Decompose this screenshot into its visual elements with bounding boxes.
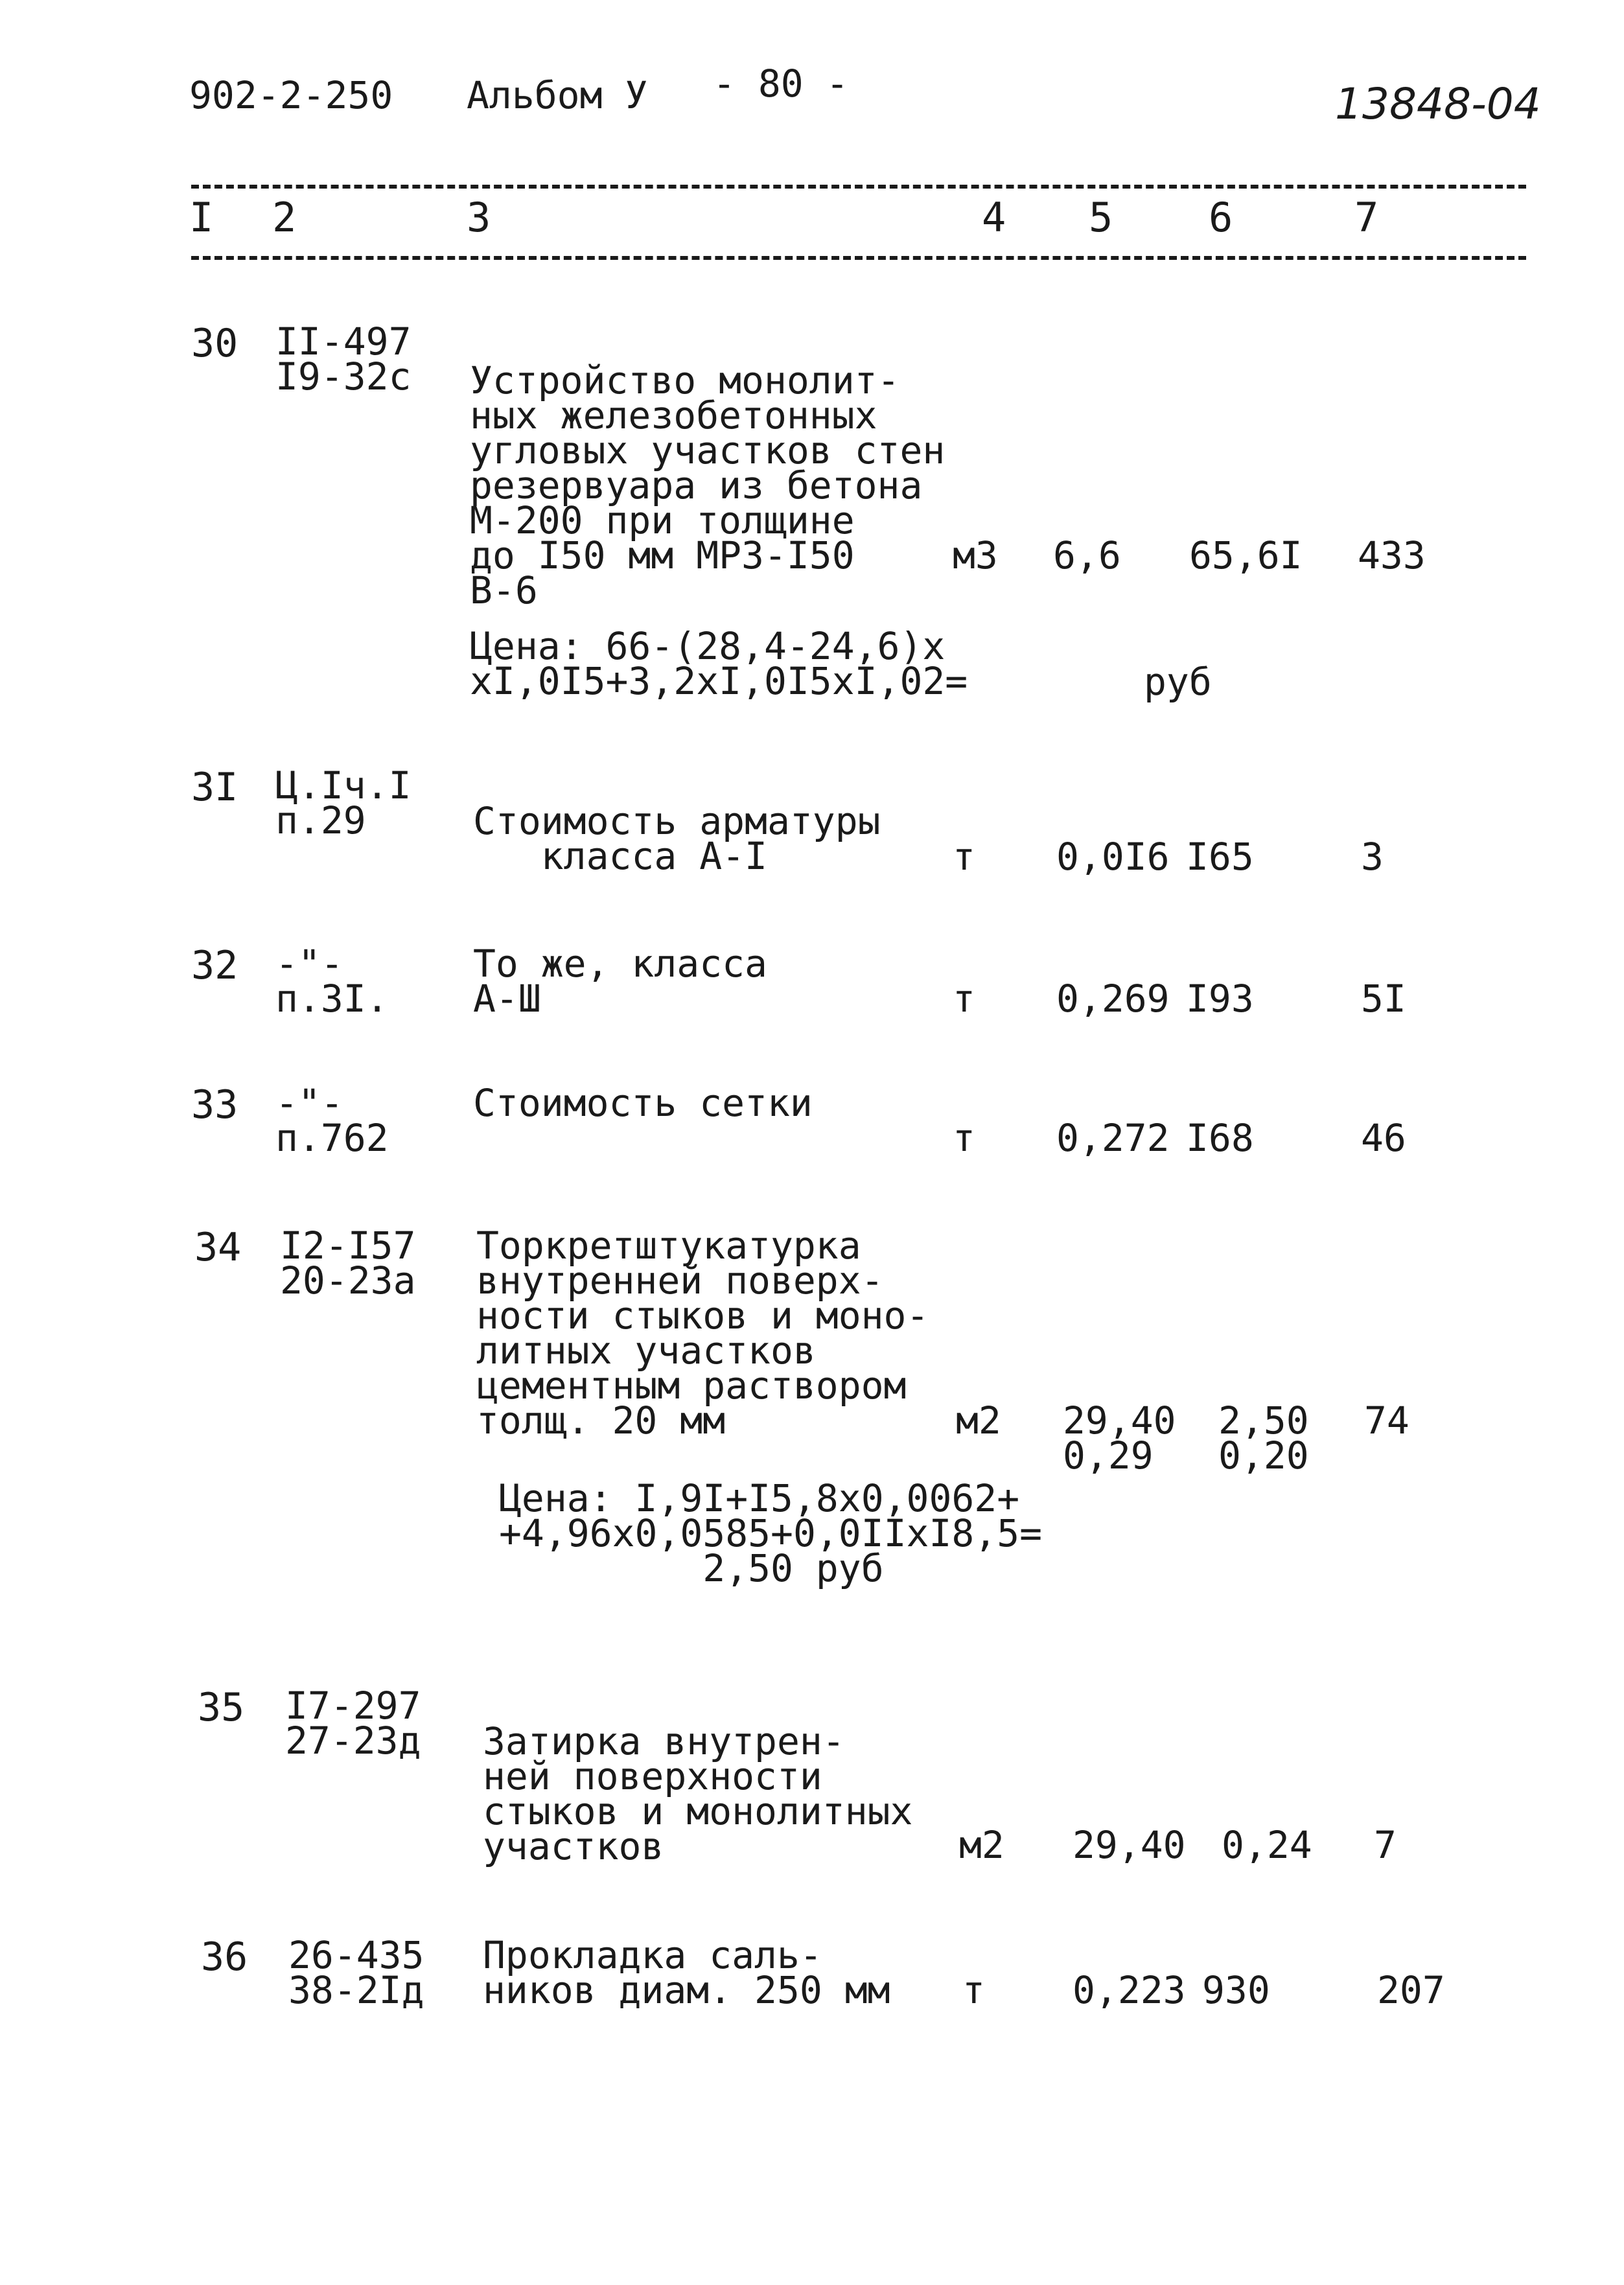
norm-code: I2-I57 20-23а [280, 1224, 416, 1303]
unit-price: I68 [1186, 1116, 1254, 1160]
norm-code: Ц.Iч.I п.29 [275, 763, 412, 842]
quantity: 0,272 [1056, 1116, 1170, 1160]
row-number: 3I [191, 765, 238, 810]
quantity: 0,223 [1073, 1968, 1186, 2012]
col-2: 2 [272, 194, 297, 241]
price-formula: Цена: 66-(28,4-24,6)х хI,0I5+3,2хI,0I5хI,02= [470, 624, 968, 703]
row-number: 32 [191, 943, 238, 988]
unit-price: 930 [1202, 1968, 1270, 2012]
quantity: 0,269 [1056, 977, 1170, 1021]
total-cost: 46 [1361, 1116, 1406, 1160]
quantity: 29,40 [1073, 1823, 1186, 1867]
unit-price: I93 [1186, 977, 1254, 1021]
unit: т [953, 835, 975, 879]
norm-code: I7-297 27-23д [285, 1684, 421, 1763]
quantity: 29,40 0,29 [1063, 1398, 1176, 1478]
row-number: 30 [191, 321, 238, 366]
unit: т [962, 1968, 985, 2012]
norm-code: II-497 I9-32с [275, 319, 412, 399]
unit: м2 [959, 1823, 1004, 1867]
unit-price: I65 [1186, 835, 1254, 879]
unit-price: 0,24 [1222, 1823, 1312, 1867]
col-3: 3 [467, 194, 491, 241]
unit: м3 [953, 533, 998, 577]
price-unit: руб [1144, 660, 1212, 704]
work-description: Стоимость сетки [473, 1081, 813, 1125]
price-formula: Цена: I,9I+I5,8х0,0062+ +4,96х0,0585+0,0IIхI8,5= 2,50 руб [499, 1476, 1043, 1590]
total-cost: 207 [1377, 1968, 1445, 2012]
work-description: Устройство монолит- ных железобетонных угловых участков стен резервуара из бетона М-200 при толщине до I50 мм МРЗ-I50 В-6 [470, 358, 945, 612]
unit-price: 65,6I [1189, 533, 1303, 577]
doc-code: 902-2-250 [189, 73, 393, 117]
col-1: I [189, 194, 214, 241]
norm-code: 26-435 38-2Iд [288, 1933, 424, 2012]
total-cost: 7 [1374, 1823, 1397, 1867]
quantity: 6,6 [1053, 533, 1121, 577]
total-cost: 3 [1361, 835, 1384, 879]
album-label: Альбом У [467, 73, 648, 117]
total-cost: 74 [1364, 1398, 1409, 1443]
total-cost: 433 [1358, 533, 1426, 577]
work-description: Затирка внутрен- ней поверхности стыков и монолитных участков [483, 1719, 913, 1868]
header-rule-top [191, 185, 1526, 189]
row-number: 33 [191, 1082, 238, 1128]
work-description: То же, класса А-Ш [473, 942, 767, 1021]
quantity: 0,0I6 [1056, 835, 1170, 879]
row-number: 36 [201, 1934, 248, 1980]
header-rule-bottom [191, 256, 1526, 260]
unit: т [953, 977, 975, 1021]
unit-price: 2,50 0,20 [1218, 1398, 1309, 1478]
stamp-number: 13848-04 [1335, 79, 1541, 129]
row-number: 34 [194, 1225, 242, 1270]
unit: т [953, 1116, 975, 1160]
page-number: - 80 - [713, 62, 849, 106]
work-description: Стоимость арматуры класса А-I [473, 799, 881, 878]
total-cost: 5I [1361, 977, 1406, 1021]
col-6: 6 [1209, 194, 1233, 241]
col-5: 5 [1089, 194, 1113, 241]
work-description: Торкретштукатурка внутренней поверх- ности стыков и моно- литных участков цементным раствором толщ. 20 мм [476, 1224, 929, 1443]
unit: м2 [956, 1398, 1001, 1443]
col-4: 4 [982, 194, 1006, 241]
norm-code: -"- п.762 [275, 1081, 389, 1160]
work-description: Прокладка саль- ников диам. 250 мм [483, 1933, 890, 2012]
row-number: 35 [198, 1685, 245, 1730]
norm-code: -"- п.3I. [275, 942, 389, 1021]
col-7: 7 [1354, 194, 1379, 241]
